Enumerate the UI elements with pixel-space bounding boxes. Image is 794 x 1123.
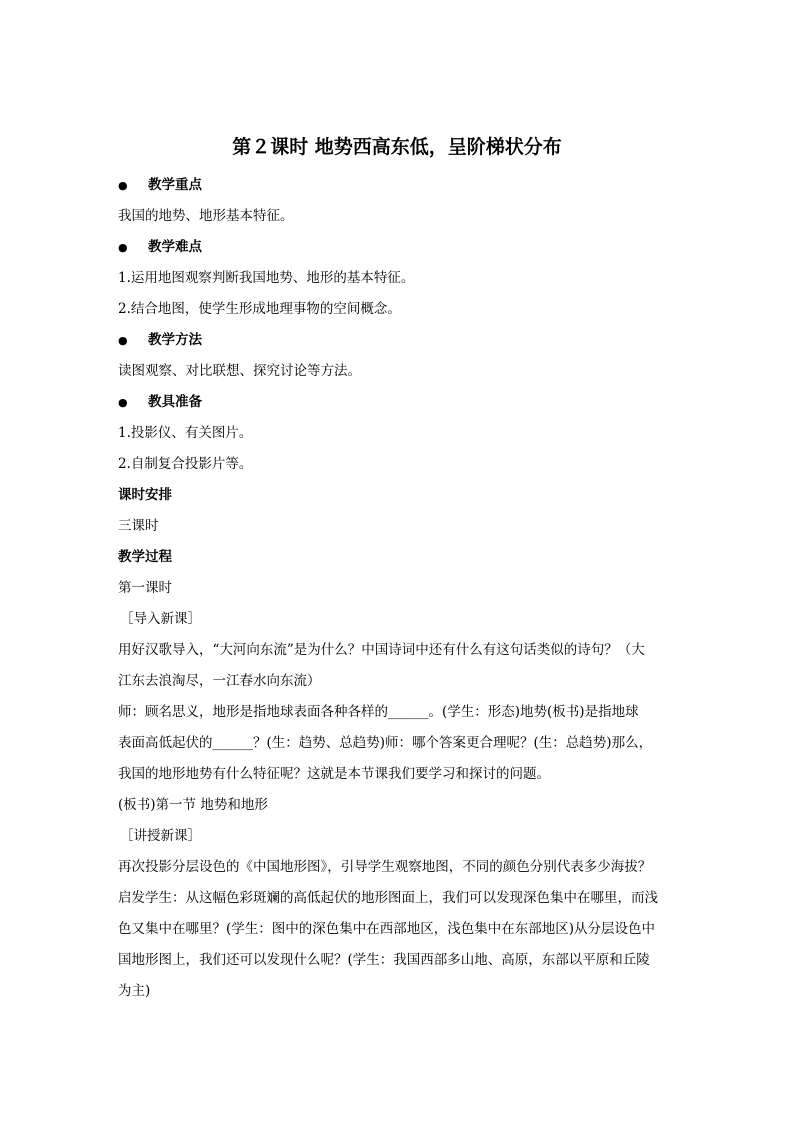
- focus-text: 我国的地势、地形基本特征。: [118, 208, 294, 224]
- bullet-icon: ●: [118, 179, 128, 192]
- difficulty-item-1: 1.运用地图观察判断我国地势、地形的基本特征。: [118, 270, 415, 286]
- heading-text: 教学方法: [148, 332, 202, 348]
- lecture-line-2: 启发学生：从这幅色彩斑斓的高低起伏的地形图面上，我们可以发现深色集中在哪里，而浅: [118, 890, 658, 906]
- schedule-heading: 课时安排: [118, 487, 172, 503]
- intro-line-2: 江东去浪淘尽，一江春水向东流）: [118, 673, 321, 689]
- section-difficulty-heading: [118, 232, 680, 263]
- intro-line-1: 用好汉歌导入，“大河向东流”是为什么？中国诗词中还有什么有这句话类似的诗句？（大: [118, 642, 645, 658]
- heading-text: 教学难点: [148, 239, 202, 255]
- teacher-line-3: 我国的地形地势有什么特征呢？这就是本节课我们要学习和探讨的问题。: [118, 766, 550, 782]
- teacher-line-2: 表面高低起伏的______？(生：趋势、总趋势)师：哪个答案更合理呢？(生：总趋势)那么，: [118, 735, 653, 751]
- teacher-line-1: 师：顾名思义，地形是指地球表面各种各样的______。(学生：形态)地势(板书)是指地球: [118, 704, 639, 720]
- tools-item-2: 2.自制复合投影片等。: [118, 456, 253, 472]
- section-method-heading: [118, 325, 680, 356]
- difficulty-item-2: 2.结合地图，使学生形成地理事物的空间概念。: [118, 301, 401, 317]
- bullet-icon: ●: [118, 241, 128, 254]
- lecture-line-3: 色又集中在哪里？(学生：图中的深色集中在西部地区，浅色集中在东部地区)从分层设色中: [118, 921, 656, 937]
- process-first-lesson: 第一课时: [118, 580, 172, 596]
- page-title: 第２课时 地势西高东低，呈阶梯状分布: [232, 136, 562, 158]
- heading-text: 教学重点: [148, 177, 202, 193]
- bullet-icon: ●: [118, 396, 128, 409]
- schedule-text: 三课时: [118, 518, 159, 534]
- section-focus-heading: [118, 170, 680, 201]
- lecture-line-1: 再次投影分层设色的《中国地形图》，引导学生观察地图，不同的颜色分别代表多少海拔？: [118, 859, 652, 875]
- board-line: (板书)第一节 地势和地形: [118, 797, 268, 813]
- document-body: [118, 170, 680, 1007]
- lecture-line-4: 国地形图上，我们还可以发现什么呢？(学生：我国西部多山地、高原，东部以平原和丘陵: [118, 952, 650, 968]
- tools-item-1: 1.投影仪、有关图片。: [118, 425, 253, 441]
- intro-label: ［导入新课］: [120, 611, 201, 627]
- lecture-line-5: 为主): [118, 983, 151, 999]
- lecture-label: ［讲授新课］: [120, 828, 201, 844]
- section-tools-heading: [118, 387, 680, 418]
- bullet-icon: ●: [118, 334, 128, 347]
- heading-text: 教具准备: [148, 394, 202, 410]
- method-text: 读图观察、对比联想、探究讨论等方法。: [118, 363, 361, 379]
- process-heading: 教学过程: [118, 549, 172, 565]
